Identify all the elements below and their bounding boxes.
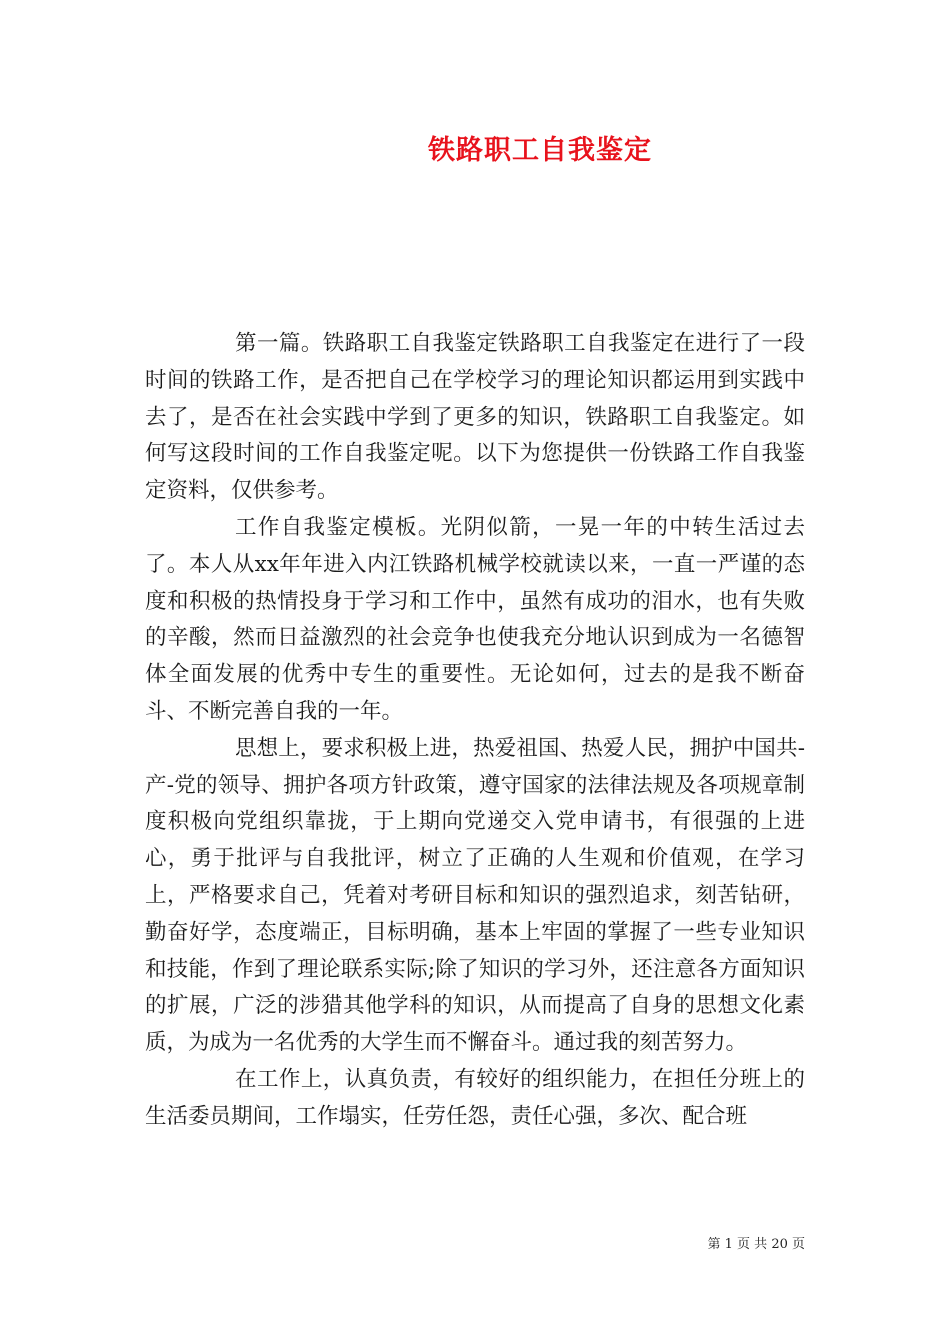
page-number-footer: 第 1 页 共 20 页 bbox=[707, 1237, 805, 1252]
paragraph-1: 第一篇。铁路职工自我鉴定铁路职工自我鉴定在进行了一段时间的铁路工作，是否把自己在学校学习的理论知识都运用到实践中去了，是否在社会实践中学到了更多的知识，铁路职工自我鉴定。如何写这段时间的工作自我鉴定呢。以下为您提供一份铁路工作自我鉴定资料，仅供参考。 bbox=[145, 331, 805, 504]
paragraph-3: 思想上，要求积极上进，热爱祖国、热爱人民，拥护中国共-产-党的领导、拥护各项方针政策，遵守国家的法律法规及各项规章制度积极向党组织靠拢，于上期向党递交入党申请书，有很强的上进心，勇于批评与自我批评，树立了正确的人生观和价值观，在学习上，严格要求自己，凭着对考研目标和知识的强烈追求，刻苦钻研，勤奋好学，态度端正，目标明确，基本上牢固的掌握了一些专业知识和技能，作到了理论联系实际;除了知识的学习外，还注意各方面知识的扩展，广泛的涉猎其他学科的知识，从而提高了自身的思想文化素质，为成为一名优秀的大学生而不懈奋斗。通过我的刻苦努力。 bbox=[145, 735, 805, 1056]
paragraph-2: 工作自我鉴定模板。光阴似箭，一晃一年的中转生活过去了。本人从xx年年进入内江铁路机械学校就读以来，一直一严谨的态度和积极的热情投身于学习和工作中，虽然有成功的泪水，也有失败的辛酸，然而日益激烈的社会竞争也使我充分地认识到成为一名德智体全面发展的优秀中专生的重要性。无论如何，过去的是我不断奋斗、不断完善自我的一年。 bbox=[145, 514, 805, 724]
document-title: 铁路职工自我鉴定 bbox=[428, 135, 652, 166]
paragraph-4: 在工作上，认真负责，有较好的组织能力，在担任分班上的生活委员期间，工作塌实，任劳任怨，责任心强，多次、配合班 bbox=[145, 1066, 805, 1129]
document-body bbox=[145, 326, 805, 1136]
